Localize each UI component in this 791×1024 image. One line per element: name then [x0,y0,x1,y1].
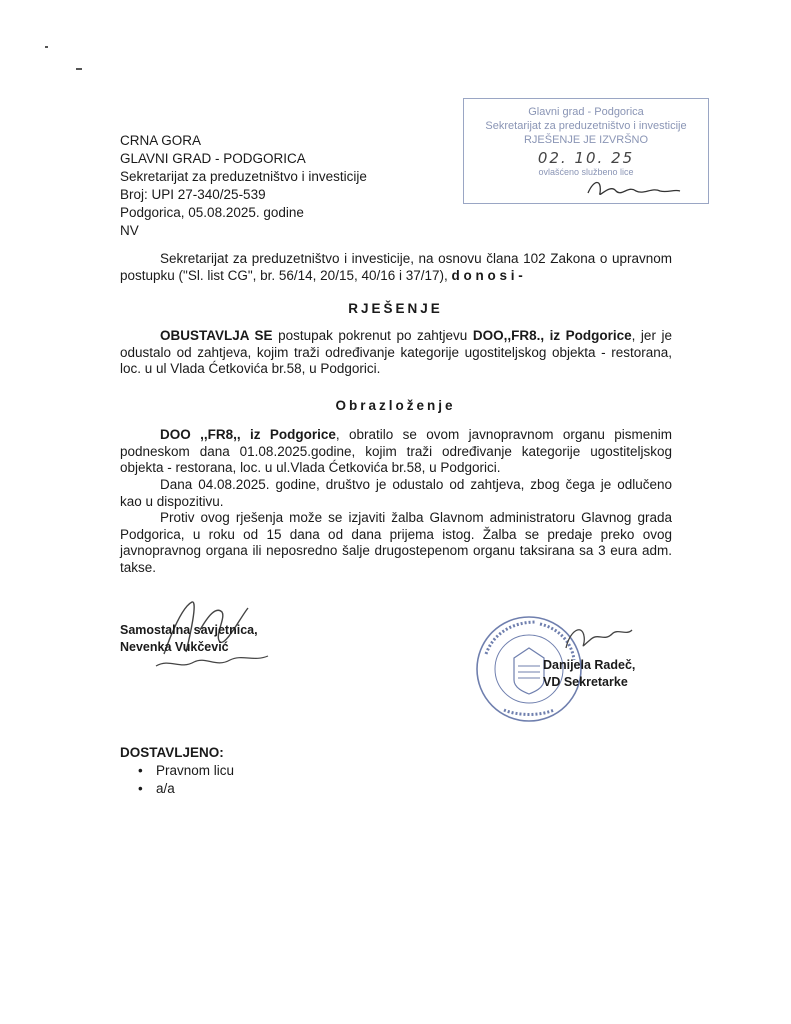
reasoning-title: Obrazloženje [335,398,456,413]
decision-keyword: OBUSTAVLJA SE [160,328,273,343]
right-signer-block [543,657,635,691]
reasoning-paragraph-3: Protiv ovog rješenja može se izjaviti žalba Glavnom administratoru Glavnog grada Podgorica, u roku od 15 dana od dana prijema istog. Žalba se predaje preko ovog javnopravnog organa ili neposredno šalje drugostepenom organu taksirana sa 3 eura adm. takse. [120,510,672,575]
reasoning-paragraph-2: Dana 04.08.2025. godine, društvo je odustalo od zahtjeva, zbog čega je odlučeno kao u dispozitivu. [120,477,672,509]
stamp-line-3: RJEŠENJE JE IZVRŠNO [523,134,649,146]
stamp-line-1: Glavni grad - Podgorica [528,106,644,118]
left-signer-block [120,622,258,656]
intro-text: Sekretarijat za preduzetništvo i investicije, na osnovu člana 102 Zakona o upravnom postupku ("Sl. list CG", br. 56/14, 20/15, 40/16 i 37/17), [120,251,672,283]
left-signer-role: Samostalna savjetnica, [120,623,258,637]
reasoning-applicant: DOO ,,FR8,, iz Podgorice [160,427,336,442]
reasoning-text-1: , obratilo se ovom javnopravnom organu pismenim podneskom dana 01.08.2025.godine, kojim traži određivanje kategorije ugostiteljskog objekta - restorana, loc. u ul.Vlada Ćetkovića br.58, u Podgorici. [120,427,672,475]
stamp-signature-icon [584,175,684,201]
right-signer-name: Danijela Radeč, [543,658,636,672]
delivered-title: DOSTAVLJENO: [120,745,224,760]
delivered-recipient-1: Pravnom licu [156,763,235,778]
document-header [120,132,367,240]
decision-text-2: , jer je odustalo od zahtjeva, kojim traži određivanje kategorije ugostiteljskog objekta - restorana, loc. u ul Vlada Ćetkovića br.58, u Podgorici. [120,328,672,376]
header-date: Podgorica, 05.08.2025. godine [120,205,304,220]
decision-applicant: DOO,,FR8., iz Podgorice [472,328,632,343]
reasoning-paragraph-1 [120,427,672,477]
header-reference-number: Broj: UPI 27-340/25-539 [120,187,266,202]
scan-speck [45,46,48,48]
header-secretariat: Sekretarijat za preduzetništvo i investicije [120,169,367,184]
header-country: CRNA GORA [120,133,202,148]
left-signer-name: Nevenka Vukčević [120,640,229,654]
intro-paragraph [120,251,672,284]
header-city: GLAVNI GRAD - PODGORICA [120,151,306,166]
decision-text-1: postupak pokrenut po zahtjevu [278,328,468,343]
list-item [138,762,234,780]
stamp-handwritten-date: 02. 10. 25 [537,149,635,167]
delivered-list [138,762,234,798]
stamp-line-5: ovlašćeno službeno lice [538,167,634,177]
decision-title: RJEŠENJE [348,301,443,316]
list-item [138,780,234,798]
decision-paragraph [120,328,672,378]
enforceability-stamp [463,98,709,204]
delivered-recipient-2: a/a [156,781,175,796]
intro-decides: d o n o s i - [451,267,523,283]
scan-speck [76,68,82,70]
right-signer-role: VD Sekretarke [543,675,628,689]
right-signature-icon [560,620,640,656]
header-initials: NV [120,223,139,238]
stamp-line-2: Sekretarijat za preduzetništvo i investicije [485,120,687,132]
